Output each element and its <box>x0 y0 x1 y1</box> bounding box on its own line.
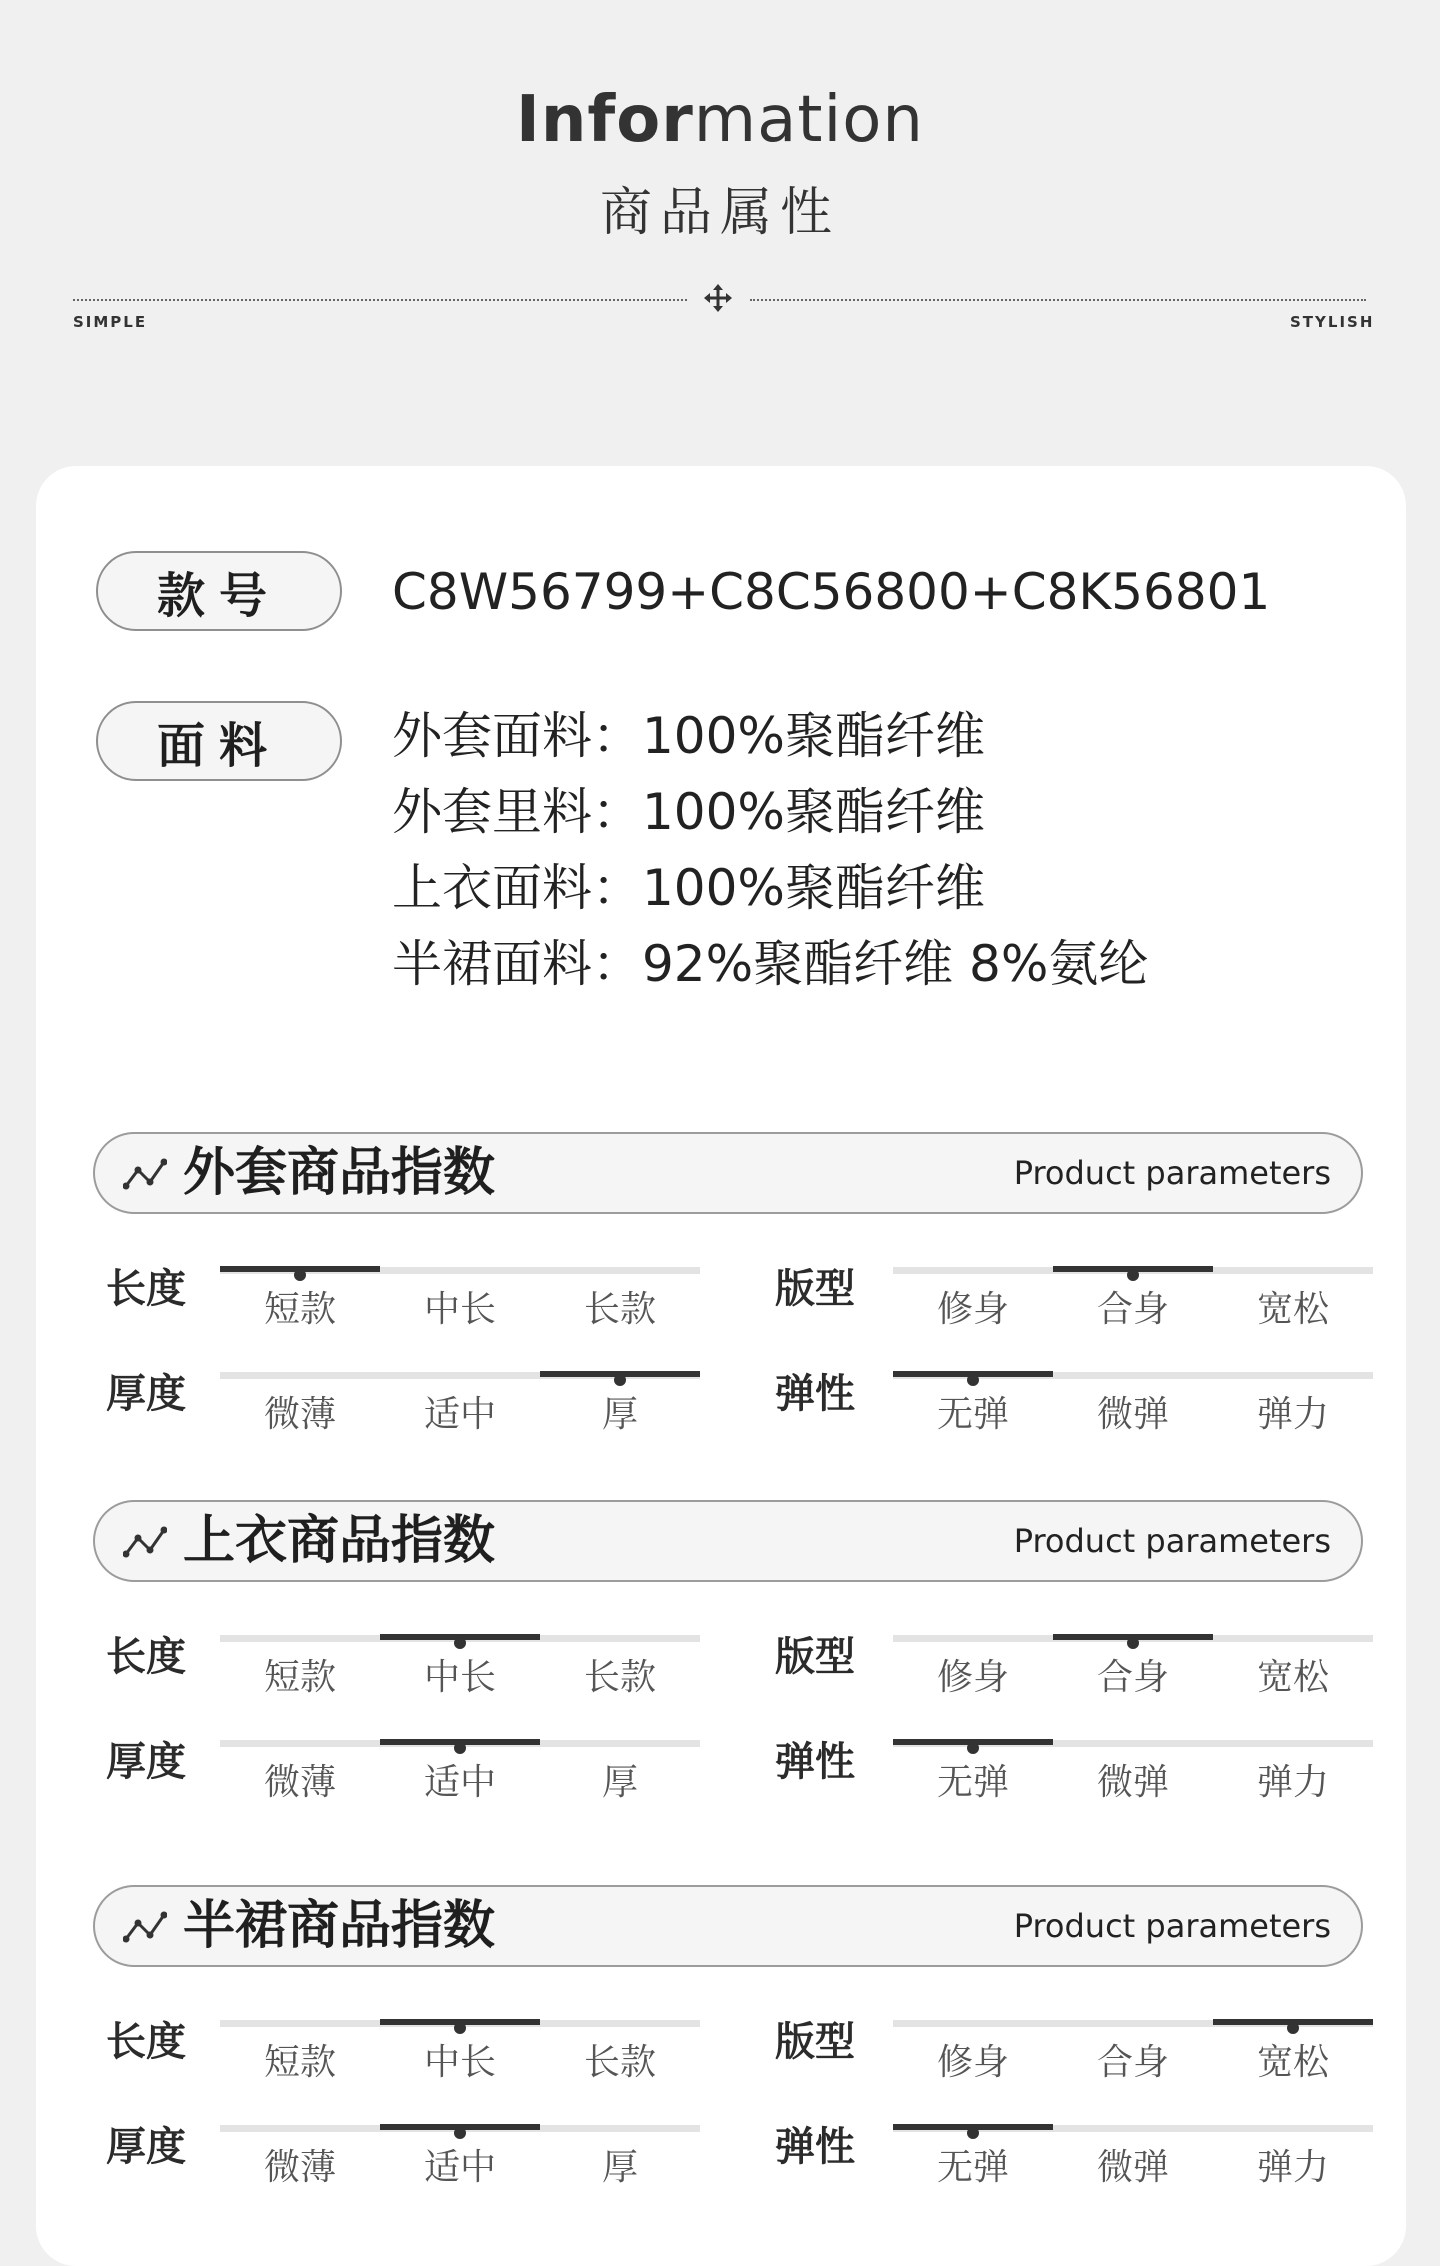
param-indicator <box>1213 2019 1373 2025</box>
param-scale <box>220 1740 700 1747</box>
param-scale <box>893 1635 1373 1642</box>
param-label: 厚度 <box>106 1739 186 1785</box>
fabric-line: 上衣面料：100%聚酯纤维 <box>392 859 985 917</box>
trend-line-icon <box>123 1526 167 1562</box>
param-option: 厚 <box>601 1762 638 1803</box>
param-option: 宽松 <box>1256 1289 1329 1330</box>
param-option: 微弹 <box>1096 2147 1169 2188</box>
fabric-line: 外套面料：100%聚酯纤维 <box>392 707 985 765</box>
param-scale <box>893 1740 1373 1747</box>
param-scale <box>893 2020 1373 2027</box>
page-header-title <box>0 80 1440 160</box>
param-label: 厚度 <box>106 2124 186 2170</box>
section-banner <box>93 1500 1363 1582</box>
param-option: 修身 <box>936 1289 1009 1330</box>
param-option: 短款 <box>263 1657 336 1698</box>
title-rest: mation <box>693 83 924 157</box>
param-option: 微薄 <box>263 2147 336 2188</box>
param-indicator <box>540 1371 700 1377</box>
param-scale <box>220 1267 700 1274</box>
title-bold: Infor <box>516 83 694 157</box>
style-no-label: 款号 <box>96 551 342 631</box>
trend-line-icon <box>123 1911 167 1947</box>
param-option: 弹力 <box>1256 1394 1329 1435</box>
param-option: 中长 <box>423 1289 496 1330</box>
param-option: 合身 <box>1096 1657 1169 1698</box>
param-scale <box>220 1635 700 1642</box>
param-indicator <box>1053 1266 1213 1272</box>
section-banner <box>93 1885 1363 1967</box>
param-option: 适中 <box>423 2147 496 2188</box>
param-scale <box>893 1372 1373 1379</box>
param-label: 弹性 <box>775 2124 855 2170</box>
section-title: 外套商品指数 <box>183 1143 496 1203</box>
divider-right <box>750 299 1366 301</box>
param-indicator <box>893 1371 1053 1377</box>
section-subtitle: Product parameters <box>1013 1154 1331 1192</box>
param-label: 长度 <box>106 1634 186 1680</box>
param-label: 厚度 <box>106 1371 186 1417</box>
four-arrow-cross-icon <box>704 284 732 312</box>
param-option: 无弹 <box>936 1394 1009 1435</box>
param-option: 适中 <box>423 1762 496 1803</box>
fabric-label: 面料 <box>96 701 342 781</box>
param-indicator <box>380 2124 540 2130</box>
trend-line-icon <box>123 1158 167 1194</box>
param-label: 长度 <box>106 2019 186 2065</box>
param-indicator <box>380 2019 540 2025</box>
param-scale <box>220 2125 700 2132</box>
section-banner <box>93 1132 1363 1214</box>
param-scale <box>220 2020 700 2027</box>
style-no-value: C8W56799+C8C56800+C8K56801 <box>392 563 1271 621</box>
param-option: 合身 <box>1096 1289 1169 1330</box>
simple-tag: SIMPLE <box>73 313 148 331</box>
stylish-tag: STYLISH <box>1290 313 1375 331</box>
param-indicator <box>1053 1634 1213 1640</box>
divider-left <box>73 299 687 301</box>
fabric-line: 外套里料：100%聚酯纤维 <box>392 783 985 841</box>
param-indicator <box>380 1739 540 1745</box>
param-option: 长款 <box>583 1657 656 1698</box>
param-option: 合身 <box>1096 2042 1169 2083</box>
param-label: 弹性 <box>775 1739 855 1785</box>
param-option: 中长 <box>423 1657 496 1698</box>
param-option: 厚 <box>601 2147 638 2188</box>
param-option: 修身 <box>936 2042 1009 2083</box>
param-option: 长款 <box>583 1289 656 1330</box>
param-option: 微薄 <box>263 1762 336 1803</box>
fabric-line: 半裙面料：92%聚酯纤维 8%氨纶 <box>392 935 1149 993</box>
param-option: 弹力 <box>1256 1762 1329 1803</box>
param-option: 微弹 <box>1096 1394 1169 1435</box>
param-option: 微弹 <box>1096 1762 1169 1803</box>
param-option: 短款 <box>263 1289 336 1330</box>
param-option: 修身 <box>936 1657 1009 1698</box>
page-subtitle: 商品属性 <box>599 183 840 243</box>
param-option: 微薄 <box>263 1394 336 1435</box>
section-subtitle: Product parameters <box>1013 1907 1331 1945</box>
param-option: 中长 <box>423 2042 496 2083</box>
section-subtitle: Product parameters <box>1013 1522 1331 1560</box>
param-indicator <box>220 1266 380 1272</box>
section-title: 半裙商品指数 <box>183 1896 496 1956</box>
param-scale <box>893 2125 1373 2132</box>
param-indicator <box>893 1739 1053 1745</box>
param-label: 长度 <box>106 1266 186 1312</box>
param-label: 版型 <box>775 1266 855 1312</box>
param-label: 版型 <box>775 2019 855 2065</box>
param-option: 弹力 <box>1256 2147 1329 2188</box>
param-option: 适中 <box>423 1394 496 1435</box>
param-scale <box>220 1372 700 1379</box>
param-label: 弹性 <box>775 1371 855 1417</box>
param-option: 长款 <box>583 2042 656 2083</box>
param-option: 短款 <box>263 2042 336 2083</box>
section-title: 上衣商品指数 <box>183 1511 496 1571</box>
param-option: 无弹 <box>936 1762 1009 1803</box>
param-option: 无弹 <box>936 2147 1009 2188</box>
param-indicator <box>893 2124 1053 2130</box>
param-indicator <box>380 1634 540 1640</box>
param-option: 宽松 <box>1256 1657 1329 1698</box>
param-scale <box>893 1267 1373 1274</box>
param-label: 版型 <box>775 1634 855 1680</box>
param-option: 宽松 <box>1256 2042 1329 2083</box>
param-option: 厚 <box>601 1394 638 1435</box>
